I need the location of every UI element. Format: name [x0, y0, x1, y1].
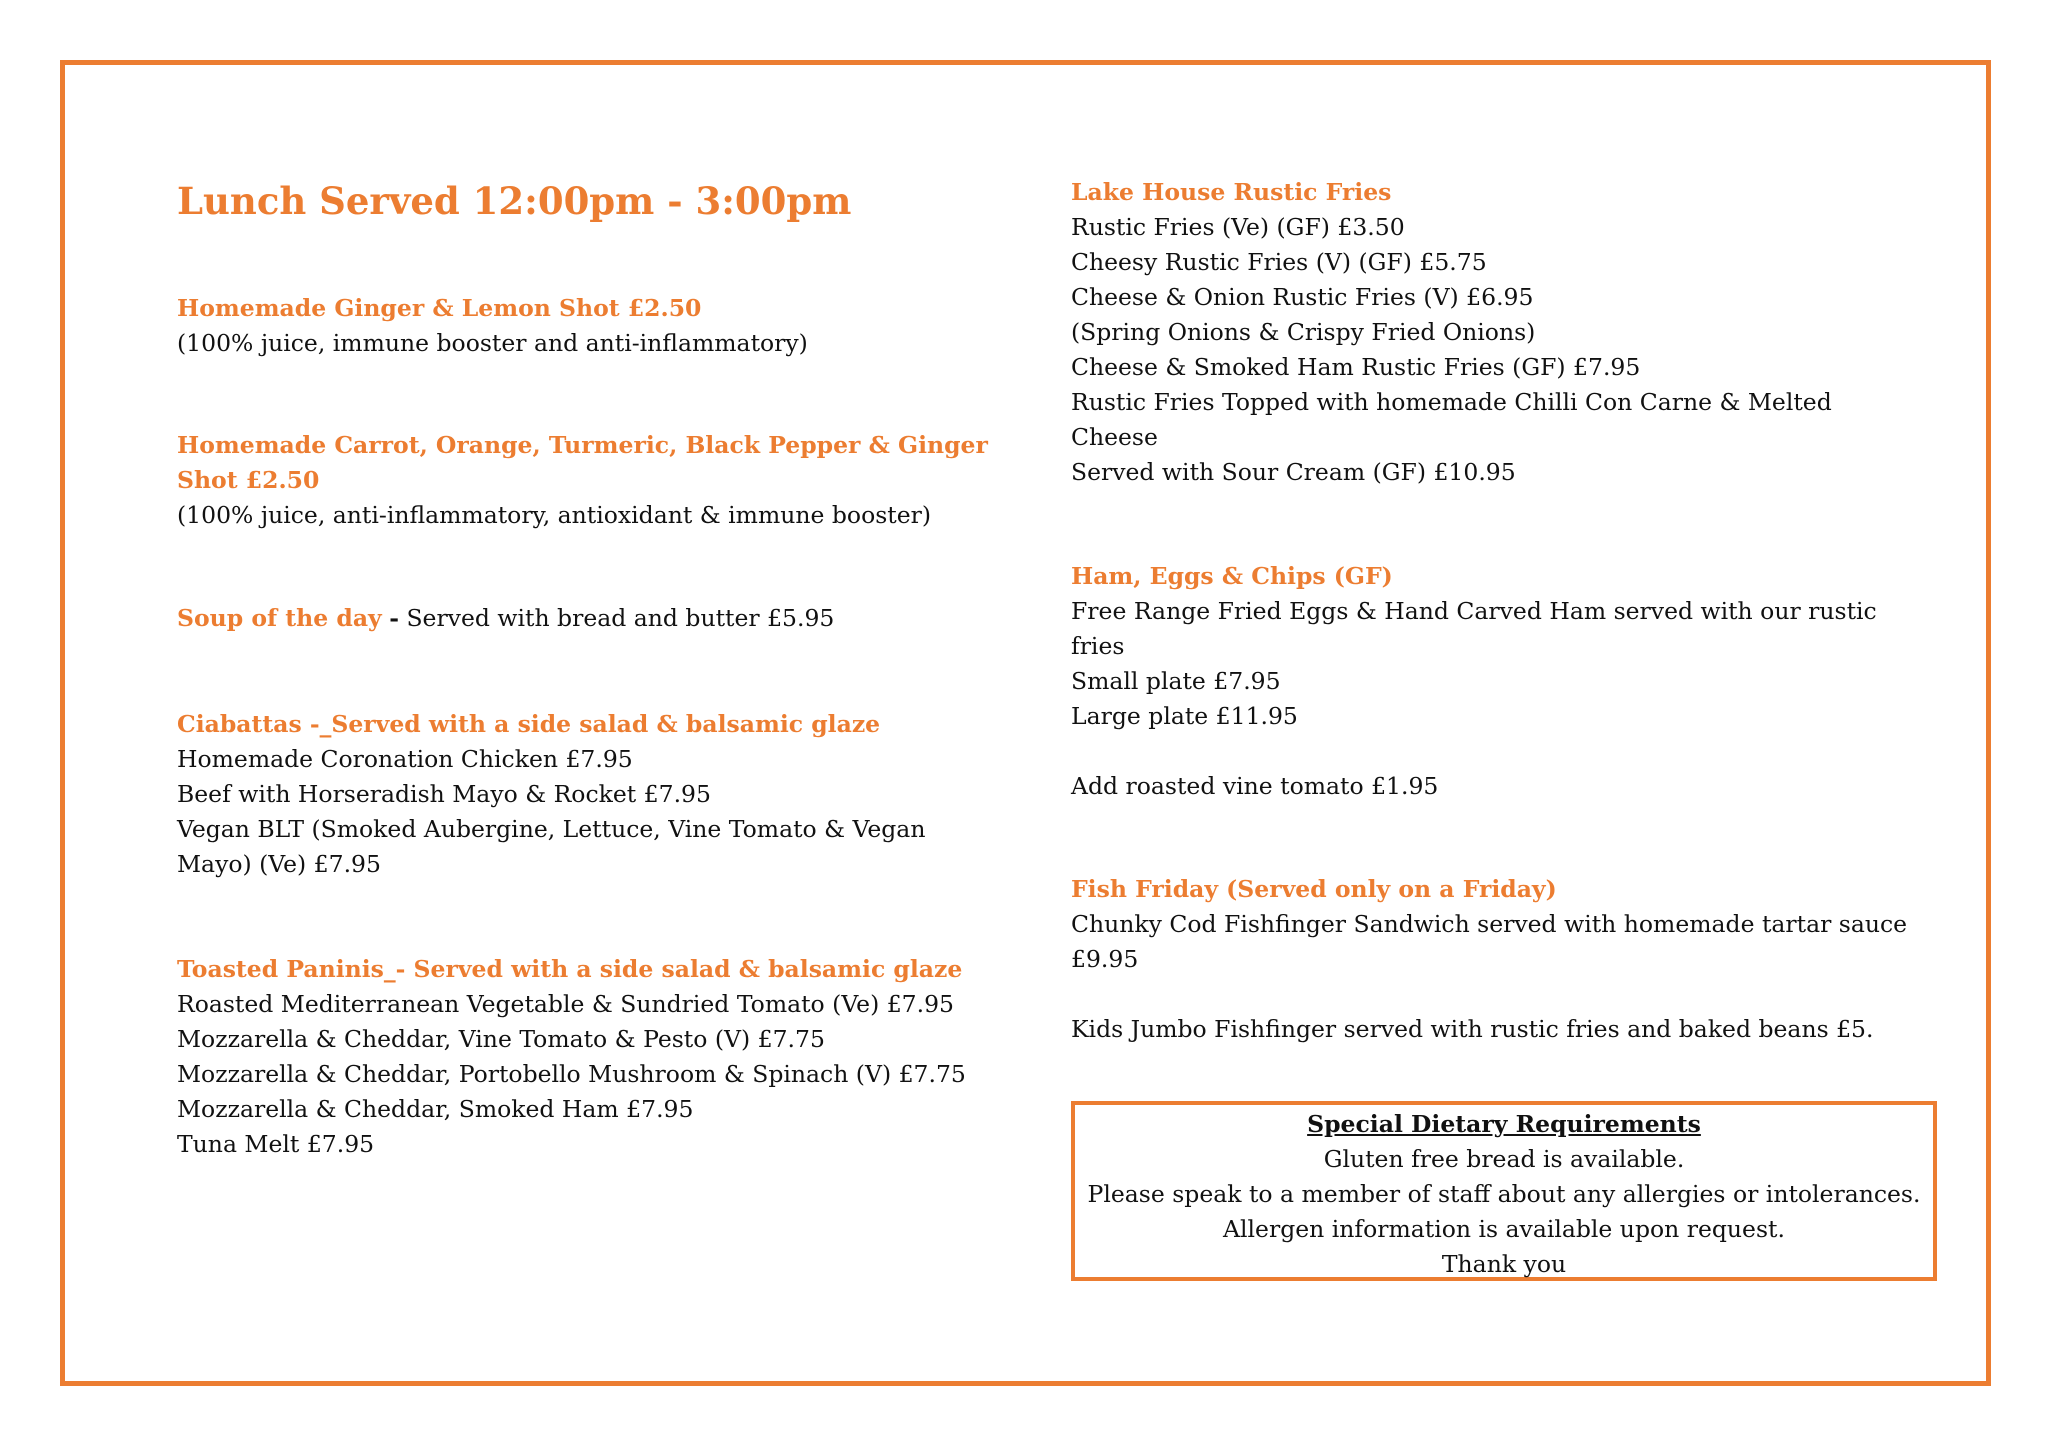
fries-item: Cheese & Onion Rustic Fries (V) £6.95 [1071, 283, 1534, 311]
ginger-shot-heading: Homemade Ginger & Lemon Shot £2.50 [177, 294, 702, 322]
panini-item: Mozzarella & Cheddar, Smoked Ham £7.95 [177, 1095, 694, 1123]
panini-item: Tuna Melt £7.95 [177, 1130, 375, 1158]
carrot-shot-desc: (100% juice, anti-inflammatory, antioxidant & immune booster) [177, 501, 932, 529]
fish-friday-heading: Fish Friday (Served only on a Friday) [1071, 875, 1557, 903]
fish-friday-item: Chunky Cod Fishfinger Sandwich served with homemade tartar sauce [1071, 910, 1908, 938]
ginger-shot-desc: (100% juice, immune booster and anti-inflammatory) [177, 329, 808, 357]
fish-friday-section [1071, 872, 1951, 1047]
fish-friday-item: £9.95 [1071, 945, 1139, 973]
dietary-requirements-box [1071, 1101, 1937, 1281]
fries-item: (Spring Onions & Crispy Fried Onions) [1071, 318, 1536, 346]
dietary-line: Thank you [1441, 1250, 1567, 1278]
fries-item: Rustic Fries (Ve) (GF) £3.50 [1071, 213, 1405, 241]
paninis-heading: Toasted Paninis_- Served with a side salad & balsamic glaze [177, 955, 963, 983]
ciabattas-section [177, 707, 1017, 882]
paninis-section [177, 952, 1017, 1162]
dietary-line: Please speak to a member of staff about any allergies or intolerances. [1087, 1180, 1921, 1208]
fries-item: Cheese [1071, 423, 1158, 451]
fish-friday-kids: Kids Jumbo Fishfinger served with rustic fries and baked beans £5. [1071, 1015, 1874, 1043]
ciabattas-heading: Ciabattas -_Served with a side salad & balsamic glaze [177, 710, 881, 738]
fries-heading: Lake House Rustic Fries [1071, 178, 1392, 206]
soup-heading: Soup of the day [177, 604, 382, 632]
carrot-shot-heading-1: Homemade Carrot, Orange, Turmeric, Black Pepper & Ginger [177, 431, 988, 459]
ciabatta-item: Homemade Coronation Chicken £7.95 [177, 745, 633, 773]
dietary-line: Allergen information is available upon request. [1223, 1215, 1785, 1243]
soup-dash: - [389, 604, 399, 632]
ham-eggs-item: Small plate £7.95 [1071, 667, 1281, 695]
ham-eggs-heading: Ham, Eggs & Chips (GF) [1071, 562, 1393, 590]
carrot-shot-section [177, 428, 1017, 533]
ham-eggs-item: Large plate £11.95 [1071, 702, 1298, 730]
panini-item: Roasted Mediterranean Vegetable & Sundried Tomato (Ve) £7.95 [177, 990, 954, 1018]
ham-eggs-addon: Add roasted vine tomato £1.95 [1071, 772, 1439, 800]
ciabatta-item: Vegan BLT (Smoked Aubergine, Lettuce, Vine Tomato & Vegan [177, 815, 926, 843]
panini-item: Mozzarella & Cheddar, Vine Tomato & Pesto (V) £7.75 [177, 1025, 825, 1053]
fries-item: Rustic Fries Topped with homemade Chilli Con Carne & Melted [1071, 388, 1832, 416]
soup-desc: Served with bread and butter £5.95 [406, 604, 835, 632]
fries-item: Served with Sour Cream (GF) £10.95 [1071, 458, 1516, 486]
ham-eggs-item: Free Range Fried Eggs & Hand Carved Ham served with our rustic [1071, 597, 1877, 625]
dietary-line: Gluten free bread is available. [1323, 1145, 1685, 1173]
ciabatta-item: Mayo) (Ve) £7.95 [177, 850, 381, 878]
fries-item: Cheese & Smoked Ham Rustic Fries (GF) £7.95 [1071, 353, 1641, 381]
ginger-shot-section [177, 291, 1017, 361]
page-title: Lunch Served 12:00pm - 3:00pm [177, 179, 852, 223]
dietary-heading: Special Dietary Requirements [1307, 1110, 1701, 1138]
fries-item: Cheesy Rustic Fries (V) (GF) £5.75 [1071, 248, 1487, 276]
ciabatta-item: Beef with Horseradish Mayo & Rocket £7.95 [177, 780, 711, 808]
ham-eggs-item: fries [1071, 632, 1125, 660]
panini-item: Mozzarella & Cheddar, Portobello Mushroom & Spinach (V) £7.75 [177, 1060, 966, 1088]
fries-section [1071, 175, 1951, 490]
ham-eggs-section [1071, 559, 1951, 804]
carrot-shot-heading-2: Shot £2.50 [177, 466, 320, 494]
soup-section [177, 601, 1017, 636]
